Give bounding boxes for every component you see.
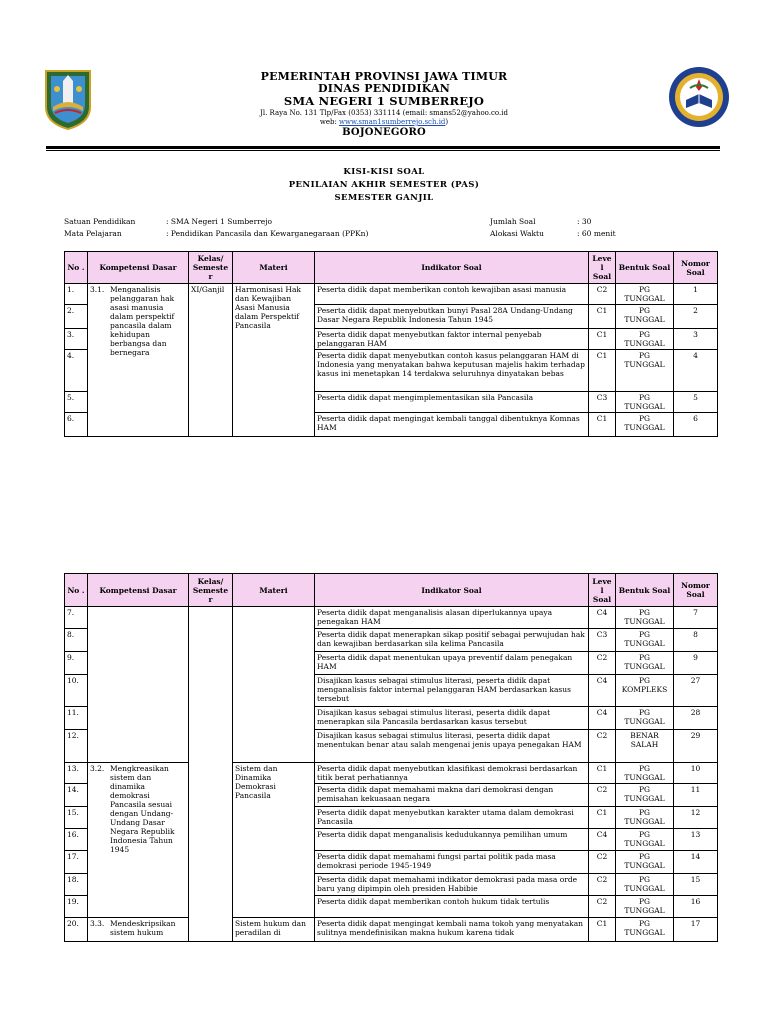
col-header-kd: Kompetensi Dasar xyxy=(88,252,189,284)
indikator-cell: Peserta didik dapat mengimplementasikan sila Pancasila xyxy=(315,392,589,413)
letterhead-school: SMA NEGERI 1 SUMBERREJO xyxy=(283,94,485,108)
bentuk-cell: PG TUNGGAL xyxy=(616,329,674,350)
bentuk-cell: PG TUNGGAL xyxy=(616,629,674,652)
col-header-bentuk: Bentuk Soal xyxy=(616,252,674,284)
nomor-cell: 13 xyxy=(674,829,718,851)
row-no-cell: 14. xyxy=(65,784,88,807)
nomor-cell: 2 xyxy=(674,305,718,329)
bentuk-cell: PG TUNGGAL xyxy=(616,392,674,413)
level-cell: C2 xyxy=(589,652,616,675)
letterhead-address: Jl. Raya No. 131 Tlp/Fax (0353) 331114 (email: smans52@yahoo.co.id xyxy=(260,109,508,117)
row-no-cell: 7. xyxy=(65,607,88,629)
nomor-cell: 6 xyxy=(674,413,718,437)
kisi-table-2 xyxy=(64,573,718,942)
nomor-cell: 4 xyxy=(674,350,718,392)
col-header-level: Leve l Soal xyxy=(589,574,616,607)
level-cell: C4 xyxy=(589,675,616,707)
level-cell: C2 xyxy=(589,896,616,918)
indikator-cell: Disajikan kasus sebagai stimulus literasi, peserta didik dapat menerapkan sila Pancasila berdasarkan kasus tersebut xyxy=(315,707,589,730)
indikator-cell: Peserta didik dapat menyebutkan karakter utama dalam demokrasi Pancasila xyxy=(315,807,589,829)
materi-cell: Harmonisasi Hak dan Kewajiban Asasi Manusia dalam Perspektif Pancasila xyxy=(233,284,315,437)
nomor-cell: 3 xyxy=(674,329,718,350)
nomor-cell: 1 xyxy=(674,284,718,305)
bentuk-cell: PG TUNGGAL xyxy=(616,874,674,896)
kd-cell xyxy=(88,284,189,437)
kd-text: Mendeskripsikan sistem hukum xyxy=(110,919,176,937)
table-row xyxy=(65,763,718,784)
col-header-no: No . xyxy=(65,252,88,284)
nomor-cell: 5 xyxy=(674,392,718,413)
indikator-cell: Disajikan kasus sebagai stimulus literasi, peserta didik dapat menentukan benar atau salah mengenai jenis upaya penegakan HAM xyxy=(315,730,589,763)
table-header-row xyxy=(65,252,718,284)
level-cell: C3 xyxy=(589,392,616,413)
school-website-link[interactable]: www.sman1sumberrejo.sch.id xyxy=(339,118,446,126)
letterhead-department: DINAS PENDIDIKAN xyxy=(317,82,451,95)
indikator-cell: Peserta didik dapat menyebutkan bunyi Pasal 28A Undang-Undang Dasar Negara Republik Indonesia Tahun 1945 xyxy=(315,305,589,329)
level-cell: C4 xyxy=(589,707,616,730)
kd-cell xyxy=(88,918,189,942)
materi-cell: Sistem dan Dinamika Demokrasi Pancasila xyxy=(233,763,315,918)
meta-unit-label: Satuan Pendidikan xyxy=(64,217,136,226)
bentuk-cell: PG KOMPLEKS xyxy=(616,675,674,707)
nomor-cell: 11 xyxy=(674,784,718,807)
meta-time-value: : 60 menit xyxy=(577,229,616,238)
col-header-nomor: Nomor Soal xyxy=(674,574,718,607)
meta-count-value: : 30 xyxy=(577,217,592,226)
kd-text: Mengkreasikan sistem dan dinamika demokrasi Pancasila sesuai dengan Undang-Undang Dasar Negara Republik Indonesia Tahun 1945 xyxy=(110,764,175,854)
row-no-cell: 15. xyxy=(65,807,88,829)
kd-cell-empty xyxy=(88,607,189,763)
indikator-cell: Disajikan kasus sebagai stimulus literasi, peserta didik dapat menganalisis faktor internal pelanggaran HAM berdasarkan kasus tersebut xyxy=(315,675,589,707)
web-prefix: web: xyxy=(319,118,340,126)
nomor-cell: 28 xyxy=(674,707,718,730)
indikator-cell: Peserta didik dapat menerapkan sikap positif sebagai perwujudan hak dan kewajiban berdasarkan sila kelima Pancasila xyxy=(315,629,589,652)
bentuk-cell: PG TUNGGAL xyxy=(616,918,674,942)
row-no-cell: 11. xyxy=(65,707,88,730)
nomor-cell: 12 xyxy=(674,807,718,829)
letterhead-city: BOJONEGORO xyxy=(342,127,426,138)
kelas-cell: XI/Ganjil xyxy=(189,284,233,437)
table-row xyxy=(65,284,718,305)
nomor-cell: 15 xyxy=(674,874,718,896)
col-header-level: Leve l Soal xyxy=(589,252,616,284)
col-header-no: No . xyxy=(65,574,88,607)
level-cell: C2 xyxy=(589,784,616,807)
bentuk-cell: BENAR SALAH xyxy=(616,730,674,763)
nomor-cell: 16 xyxy=(674,896,718,918)
bentuk-cell: PG TUNGGAL xyxy=(616,305,674,329)
indikator-cell: Peserta didik dapat memberikan contoh kewajiban asasi manusia xyxy=(315,284,589,305)
letterhead-rule-thick xyxy=(46,146,720,149)
meta-time-label: Alokasi Waktu xyxy=(490,229,544,238)
materi-cell: Sistem hukum dan peradilan di xyxy=(233,918,315,942)
row-no-cell: 12. xyxy=(65,730,88,763)
indikator-cell: Peserta didik dapat menyebutkan klasifikasi demokrasi berdasarkan titik berat perhatiannya xyxy=(315,763,589,784)
row-no-cell: 16. xyxy=(65,829,88,851)
level-cell: C1 xyxy=(589,350,616,392)
nomor-cell: 27 xyxy=(674,675,718,707)
indikator-cell: Peserta didik dapat menganalisis alasan diperlukannya upaya penegakan HAM xyxy=(315,607,589,629)
level-cell: C2 xyxy=(589,730,616,763)
meta-count-label: Jumlah Soal xyxy=(490,217,536,226)
col-header-kelas: Kelas/ Semeste r xyxy=(189,252,233,284)
level-cell: C2 xyxy=(589,284,616,305)
indikator-cell: Peserta didik dapat memahami makna dari demokrasi dengan pemisahan kekuasaan negara xyxy=(315,784,589,807)
kisi-table-1 xyxy=(64,251,718,437)
row-no-cell: 6. xyxy=(65,413,88,437)
col-header-indikator: Indikator Soal xyxy=(315,252,589,284)
indikator-cell: Peserta didik dapat memberikan contoh hukum tidak tertulis xyxy=(315,896,589,918)
bentuk-cell: PG TUNGGAL xyxy=(616,607,674,629)
meta-subject-value: : Pendidikan Pancasila dan Kewarganegaraan (PPKn) xyxy=(166,229,369,238)
col-header-materi: Materi xyxy=(233,574,315,607)
indikator-cell: Peserta didik dapat menganalisis kedudukannya pemilihan umum xyxy=(315,829,589,851)
row-no-cell: 3. xyxy=(65,329,88,350)
bentuk-cell: PG TUNGGAL xyxy=(616,652,674,675)
row-no-cell: 1. xyxy=(65,284,88,305)
level-cell: C3 xyxy=(589,629,616,652)
letterhead-rule-thin xyxy=(46,150,720,151)
bentuk-cell: PG TUNGGAL xyxy=(616,763,674,784)
doc-semester: SEMESTER GANJIL xyxy=(334,193,434,203)
table-row xyxy=(65,918,718,942)
letterhead-province: PEMERINTAH PROVINSI JAWA TIMUR xyxy=(260,70,508,83)
level-cell: C1 xyxy=(589,329,616,350)
bentuk-cell: PG TUNGGAL xyxy=(616,829,674,851)
level-cell: C2 xyxy=(589,874,616,896)
letterhead-web-line xyxy=(0,118,768,126)
nomor-cell: 10 xyxy=(674,763,718,784)
col-header-materi: Materi xyxy=(233,252,315,284)
nomor-cell: 14 xyxy=(674,851,718,874)
kd-number: 3.3. xyxy=(90,919,105,928)
col-header-nomor: Nomor Soal xyxy=(674,252,718,284)
row-no-cell: 8. xyxy=(65,629,88,652)
materi-cell-empty xyxy=(233,607,315,763)
row-no-cell: 13. xyxy=(65,763,88,784)
indikator-cell: Peserta didik dapat menyebutkan faktor internal penyebab pelanggaran HAM xyxy=(315,329,589,350)
table-header-row xyxy=(65,574,718,607)
kd-cell xyxy=(88,763,189,918)
bentuk-cell: PG TUNGGAL xyxy=(616,284,674,305)
level-cell: C4 xyxy=(589,607,616,629)
col-header-kelas: Kelas/ Semeste r xyxy=(189,574,233,607)
indikator-cell: Peserta didik dapat mengingat kembali tanggal dibentuknya Komnas HAM xyxy=(315,413,589,437)
bentuk-cell: PG TUNGGAL xyxy=(616,851,674,874)
nomor-cell: 29 xyxy=(674,730,718,763)
row-no-cell: 10. xyxy=(65,675,88,707)
indikator-cell: Peserta didik dapat memahami fungsi partai politik pada masa demokrasi periode 1945-1949 xyxy=(315,851,589,874)
level-cell: C1 xyxy=(589,807,616,829)
row-no-cell: 17. xyxy=(65,851,88,874)
nomor-cell: 7 xyxy=(674,607,718,629)
meta-unit-value: : SMA Negeri 1 Sumberrejo xyxy=(166,217,273,226)
indikator-cell: Peserta didik dapat menyebutkan contoh kasus pelanggaran HAM di Indonesia yang menyatakan bahwa keputusan majelis hakim terhadap kasus ini menetapkan 14 terdakwa seluruhnya dinyatakan bebas xyxy=(315,350,589,392)
row-no-cell: 2. xyxy=(65,305,88,329)
row-no-cell: 20. xyxy=(65,918,88,942)
level-cell: C1 xyxy=(589,305,616,329)
indikator-cell: Peserta didik dapat menentukan upaya preventif dalam penegakan HAM xyxy=(315,652,589,675)
doc-title: KISI-KISI SOAL xyxy=(343,167,425,177)
bentuk-cell: PG TUNGGAL xyxy=(616,896,674,918)
indikator-cell: Peserta didik dapat mengingat kembali nama tokoh yang menyatakan sulitnya mendefinisikan makna hukum karena tidak xyxy=(315,918,589,942)
row-no-cell: 5. xyxy=(65,392,88,413)
row-no-cell: 9. xyxy=(65,652,88,675)
col-header-bentuk: Bentuk Soal xyxy=(616,574,674,607)
col-header-indikator: Indikator Soal xyxy=(315,574,589,607)
row-no-cell: 18. xyxy=(65,874,88,896)
level-cell: C2 xyxy=(589,851,616,874)
level-cell: C4 xyxy=(589,829,616,851)
bentuk-cell: PG TUNGGAL xyxy=(616,784,674,807)
bentuk-cell: PG TUNGGAL xyxy=(616,350,674,392)
col-header-kd: Kompetensi Dasar xyxy=(88,574,189,607)
web-suffix: ) xyxy=(445,118,449,126)
table-row xyxy=(65,607,718,629)
kd-text: Menganalisis pelanggaran hak asasi manusia dalam perspektif pancasila dalam kehidupan berbangsa dan bernegara xyxy=(110,285,175,357)
bentuk-cell: PG TUNGGAL xyxy=(616,707,674,730)
row-no-cell: 19. xyxy=(65,896,88,918)
nomor-cell: 17 xyxy=(674,918,718,942)
level-cell: C1 xyxy=(589,918,616,942)
meta-subject-label: Mata Pelajaran xyxy=(64,229,122,238)
bentuk-cell: PG TUNGGAL xyxy=(616,807,674,829)
kd-number: 3.1. xyxy=(90,285,105,294)
kd-number: 3.2. xyxy=(90,764,105,773)
row-no-cell: 4. xyxy=(65,350,88,392)
level-cell: C1 xyxy=(589,413,616,437)
nomor-cell: 8 xyxy=(674,629,718,652)
indikator-cell: Peserta didik dapat memahami indikator demokrasi pada masa orde baru yang dipimpin oleh presiden Habibie xyxy=(315,874,589,896)
doc-subtitle: PENILAIAN AKHIR SEMESTER (PAS) xyxy=(288,180,480,190)
kelas-cell xyxy=(189,607,233,942)
nomor-cell: 9 xyxy=(674,652,718,675)
bentuk-cell: PG TUNGGAL xyxy=(616,413,674,437)
level-cell: C1 xyxy=(589,763,616,784)
